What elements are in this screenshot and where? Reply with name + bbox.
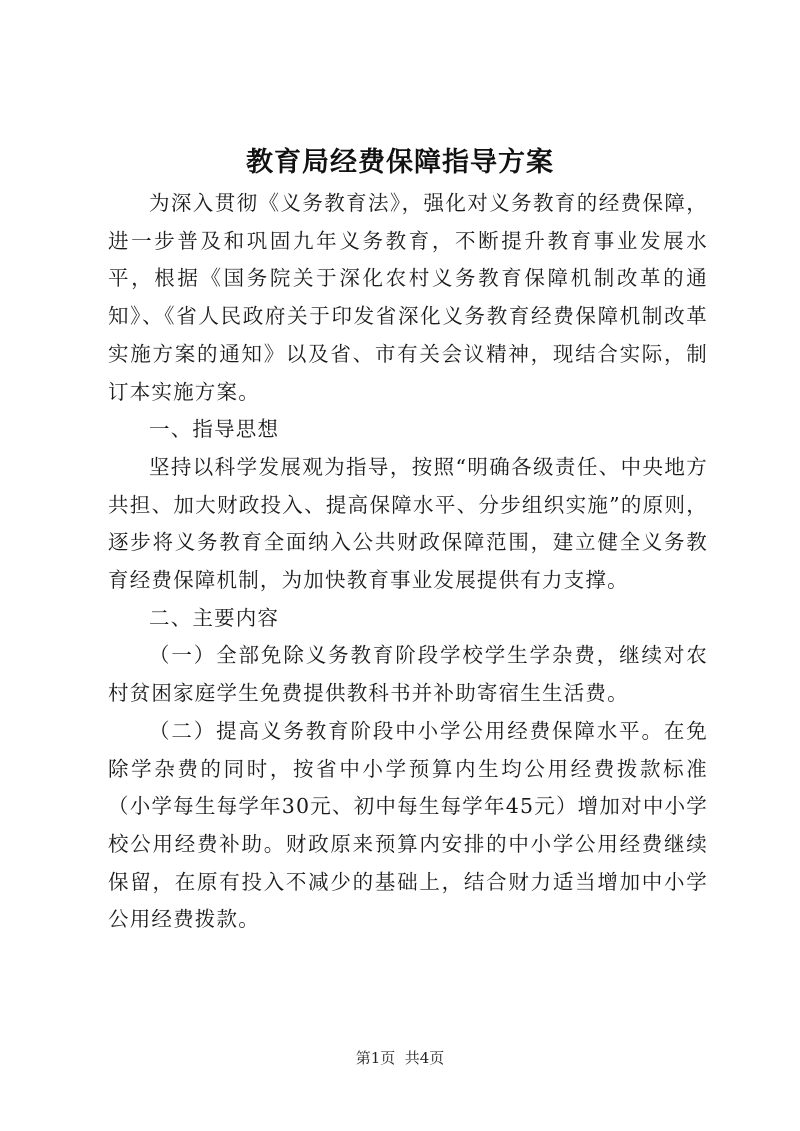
paragraph-intro: 为深入贯彻《义务教育法》，强化对义务教育的经费保障，进一步普及和巩固九年义务教育，不断提升教育事业发展水平，根据《国务院关于深化农村义务教育保障机制改革的通知》、《省人民政府关于印发省深化义务教育经费保障机制改革实施方案的通知》以及省、市有关会议精神，现结合实际，制订本实施方案。 <box>108 191 708 404</box>
document-body <box>108 185 708 939</box>
heading-guiding-ideology: 一、指导思想 <box>149 417 280 442</box>
heading-main-content: 二、主要内容 <box>149 605 280 630</box>
paragraph-guiding-ideology: 坚持以科学发展观为指导，按照“明确各级责任、中央地方共担、加大财政投入、提高保障水平、分步组织实施”的原则，逐步将义务教育全面纳入公共财政保障范围，建立健全义务教育经费保障机制，为加快教育事业发展提供有力支撑。 <box>108 454 708 593</box>
page-footer <box>0 1047 800 1068</box>
paragraph-item-2: （二）提高义务教育阶段中小学公用经费保障水平。在免除学杂费的同时，按省中小学预算内生均公用经费拨款标准（小学每生每学年30元、初中每生每学年45元）增加对中小学校公用经费补助。财政原来预算内安排的中小学公用经费继续保留，在原有投入不减少的基础上，结合财力适当增加中小学公用经费拨款。 <box>108 718 708 932</box>
paragraph-item-1: （一）全部免除义务教育阶段学校学生学杂费，继续对农村贫困家庭学生免费提供教科书并补助寄宿生生活费。 <box>108 643 708 706</box>
page-number: 第1页 共4页 <box>355 1049 445 1067</box>
document-title: 教育局经费保障指导方案 <box>246 147 554 178</box>
